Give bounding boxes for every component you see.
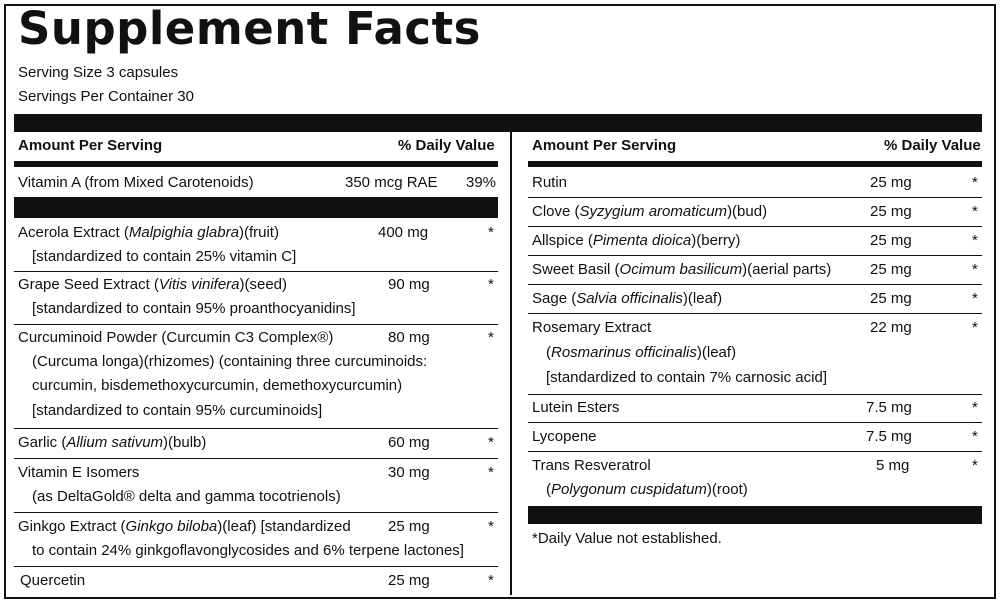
panel-title: Supplement Facts — [18, 2, 481, 55]
ingredient-dv: * — [488, 518, 494, 535]
left-header-dv: % Daily Value — [398, 137, 495, 154]
ingredient-amount: 30 mg — [388, 464, 430, 481]
row-divider — [528, 255, 982, 256]
table-row: Acerola Extract (Malpighia glabra)(fruit) — [18, 224, 279, 241]
ingredient-note: [standardized to contain 25% vitamin C] — [32, 248, 297, 265]
ingredient-note: (as DeltaGold® delta and gamma tocotrienols) — [32, 488, 341, 505]
ingredient-dv: * — [972, 428, 978, 445]
table-row: Lycopene — [532, 428, 597, 445]
table-row: Vitamin E Isomers — [18, 464, 140, 481]
table-row — [18, 172, 254, 194]
ingredient-dv: * — [488, 464, 494, 481]
ingredient-dv: * — [488, 224, 494, 241]
ingredient-amount: 400 mg — [378, 224, 429, 241]
row-divider — [14, 458, 498, 459]
ingredient-dv: * — [972, 457, 978, 474]
ingredient-note: [standardized to contain 7% carnosic acid] — [546, 369, 827, 386]
row-divider — [14, 324, 498, 325]
ingredient-note: curcumin, bisdemethoxycurcumin, demethoxycurcumin) — [32, 377, 403, 394]
table-row: Sage (Salvia officinalis)(leaf) — [532, 290, 723, 307]
ingredient-note: (Rosmarinus officinalis)(leaf) — [546, 344, 737, 361]
ingredient-amount: 22 mg — [870, 319, 912, 336]
row-divider — [14, 512, 498, 513]
right-header-rule — [528, 161, 982, 167]
ingredient-dv: * — [972, 203, 978, 220]
servings-per-container: Servings Per Container 30 — [18, 88, 194, 105]
table-row: Curcuminoid Powder (Curcumin C3 Complex®) — [18, 329, 334, 346]
ingredient-amount: 25 mg — [870, 261, 912, 278]
ingredient-dv: * — [488, 276, 494, 293]
ingredient-note: (Polygonum cuspidatum)(root) — [546, 481, 748, 498]
row-divider — [528, 284, 982, 285]
ingredient-amount: 25 mg — [388, 572, 430, 589]
ingredient-dv: * — [972, 232, 978, 249]
right-header-amount: Amount Per Serving — [532, 137, 677, 154]
ingredient-amount: 5 mg — [876, 457, 910, 474]
table-row: Allspice (Pimenta dioica)(berry) — [532, 232, 741, 249]
table-row: Sweet Basil (Ocimum basilicum)(aerial parts) — [532, 261, 832, 278]
ingredient-name: Vitamin A (from Mixed Carotenoids) — [18, 174, 254, 191]
left-header-rule — [14, 161, 498, 167]
table-row: Grape Seed Extract (Vitis vinifera)(seed) — [18, 276, 288, 293]
ingredient-amount: 80 mg — [388, 329, 430, 346]
ingredient-amount: 25 mg — [870, 232, 912, 249]
ingredient-dv: * — [972, 290, 978, 307]
ingredient-dv: 39% — [466, 174, 497, 191]
ingredient-amount: 350 mcg RAE — [345, 174, 438, 191]
footnote: *Daily Value not established. — [532, 530, 722, 547]
row-divider — [14, 566, 498, 567]
ingredient-amount: 90 mg — [388, 276, 430, 293]
ingredient-dv: * — [972, 399, 978, 416]
table-row: Quercetin — [20, 572, 86, 589]
serving-size: Serving Size 3 capsules — [18, 64, 179, 81]
ingredient-amount: 25 mg — [870, 174, 912, 191]
ingredient-amount: 7.5 mg — [866, 428, 912, 445]
table-row: Garlic (Allium sativum)(bulb) — [18, 434, 207, 451]
ingredient-amount: 60 mg — [388, 434, 430, 451]
ingredient-note: [standardized to contain 95% curcuminoids] — [32, 402, 323, 419]
ingredient-dv: * — [488, 572, 494, 589]
ingredient-dv: * — [488, 329, 494, 346]
ingredient-dv: * — [972, 261, 978, 278]
ingredient-amount: 25 mg — [388, 518, 430, 535]
column-divider — [510, 132, 512, 595]
row-divider — [14, 271, 498, 272]
left-section-bar — [14, 197, 498, 218]
ingredient-dv: * — [972, 319, 978, 336]
table-row: Rosemary Extract — [532, 319, 652, 336]
ingredient-note: [standardized to contain 95% proanthocyanidins] — [32, 300, 356, 317]
ingredient-note: (Curcuma longa)(rhizomes) (containing three curcuminoids: — [32, 353, 428, 370]
table-row: Clove (Syzygium aromaticum)(bud) — [532, 203, 768, 220]
row-divider — [14, 428, 498, 429]
ingredient-note: to contain 24% ginkgoflavonglycosides and 6% terpene lactones] — [32, 542, 464, 559]
table-row: Lutein Esters — [532, 399, 620, 416]
table-row: Ginkgo Extract (Ginkgo biloba)(leaf) [standardized — [18, 518, 351, 535]
ingredient-dv: * — [488, 434, 494, 451]
ingredient-amount: 25 mg — [870, 203, 912, 220]
row-divider — [528, 451, 982, 452]
right-bottom-bar — [528, 506, 982, 524]
table-row: Trans Resveratrol — [532, 457, 651, 474]
table-row: Rutin — [532, 174, 568, 191]
left-header-amount: Amount Per Serving — [18, 137, 163, 154]
row-divider — [528, 313, 982, 314]
row-divider — [528, 226, 982, 227]
row-divider — [528, 422, 982, 423]
ingredient-dv: * — [972, 174, 978, 191]
row-divider — [528, 197, 982, 198]
row-divider — [528, 394, 982, 395]
top-divider-bar — [14, 114, 982, 132]
ingredient-amount: 7.5 mg — [866, 399, 912, 416]
ingredient-amount: 25 mg — [870, 290, 912, 307]
right-header-dv: % Daily Value — [884, 137, 981, 154]
